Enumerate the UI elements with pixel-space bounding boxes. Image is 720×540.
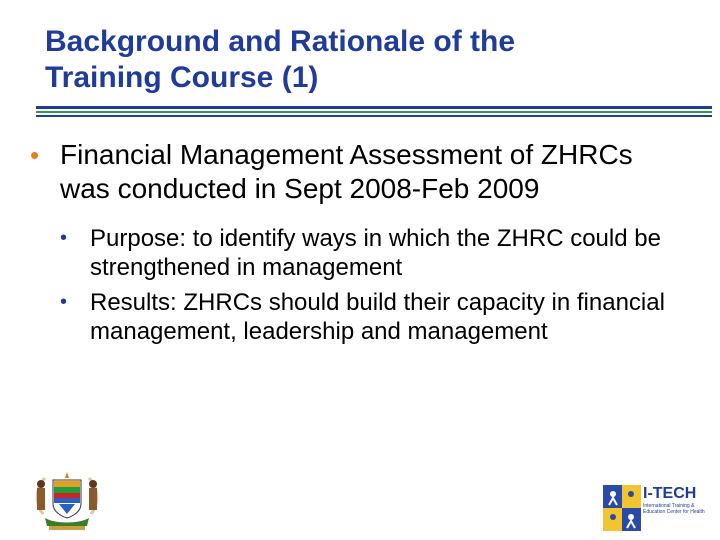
bullet-main: [30, 138, 680, 206]
title-line-1: Background and Rationale of the: [45, 25, 516, 58]
title-line-2: Training Course (1): [45, 61, 319, 94]
sub-bullet: [60, 288, 680, 346]
sub-bullet-text: Purpose: to identify ways in which the ZHRC could be strengthened in management: [90, 225, 661, 281]
bullet-main-text: Financial Management Assessment of ZHRCs was conducted in Sept 2008-Feb 2009: [60, 139, 633, 204]
title-rule-middle: [36, 111, 712, 113]
itech-title: I-TECH: [643, 485, 697, 502]
title-rule-top: [36, 106, 712, 109]
slide-body: [30, 138, 680, 352]
sub-bullet: [60, 224, 680, 282]
coat-of-arms-logo: [27, 470, 107, 532]
bullet-dot-icon: •: [60, 291, 68, 313]
bullet-dot-icon: •: [60, 227, 68, 249]
itech-logo: [603, 485, 715, 535]
itech-subtitle: International Training & Education Center for Health: [643, 503, 705, 515]
sub-bullet-text: Results: ZHRCs should build their capacity in financial management, leadership and management: [90, 289, 665, 345]
bullet-dot-icon: •: [30, 140, 40, 170]
slide-title: [45, 24, 665, 96]
title-rule-bottom: [36, 115, 712, 117]
itech-mark-icon: [603, 485, 641, 531]
itech-text: [643, 485, 713, 515]
sub-bullet-list: [30, 224, 680, 346]
